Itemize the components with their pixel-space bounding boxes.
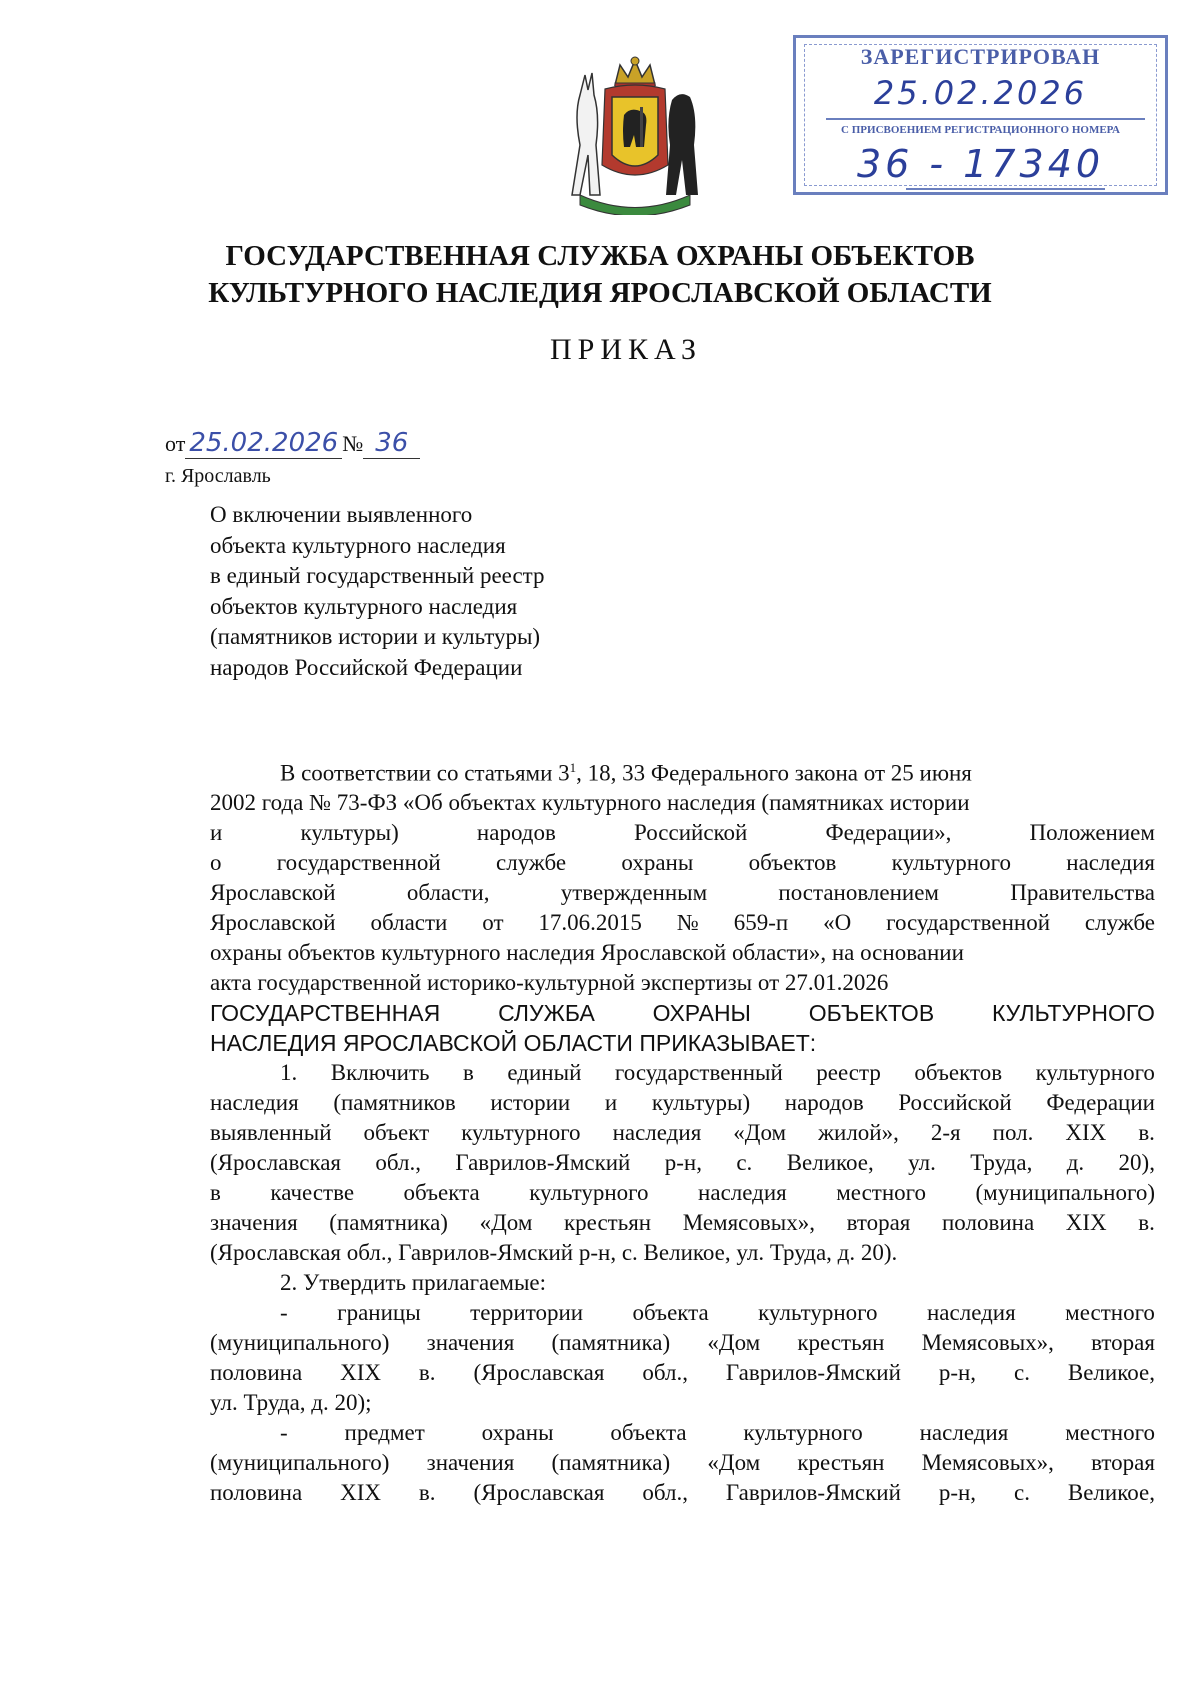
word: 17.06.2015	[538, 910, 642, 935]
word: (муниципального)	[210, 1330, 390, 1355]
word: «Дом	[707, 1450, 761, 1475]
word: культурного	[891, 850, 1011, 875]
word: качестве	[270, 1180, 355, 1205]
word: обл.,	[642, 1360, 688, 1385]
word: (памятника)	[329, 1210, 448, 1235]
word: культурного	[743, 1420, 863, 1445]
word: (муниципального)	[210, 1450, 390, 1475]
word: культуры)	[300, 820, 399, 845]
word: службе	[1084, 910, 1155, 935]
word: -	[280, 1300, 288, 1325]
word: (Ярославская	[210, 1150, 342, 1175]
word: (памятника)	[551, 1450, 671, 1475]
body-line	[280, 1300, 1155, 1326]
body-line-caps	[210, 1000, 1155, 1027]
word: КУЛЬТУРНОГО	[992, 1000, 1155, 1026]
word: XIX	[1065, 1120, 1107, 1145]
body-line	[210, 1150, 1155, 1176]
word: XIX	[1065, 1210, 1107, 1235]
city: г. Ярославль	[165, 465, 271, 487]
word: с.	[1013, 1480, 1030, 1505]
word: ул.	[908, 1150, 936, 1175]
word: половина	[210, 1360, 303, 1385]
word: «О	[823, 910, 852, 935]
subject-line: народов Российской Федерации	[210, 654, 523, 680]
word: (памятника)	[551, 1330, 671, 1355]
word: р-н,	[664, 1150, 702, 1175]
word: вторая	[1091, 1330, 1155, 1355]
word: с.	[736, 1150, 753, 1175]
word: народов	[476, 820, 556, 845]
word: охраны	[621, 850, 694, 875]
word: р-н,	[938, 1360, 977, 1385]
stamp-title: ЗАРЕГИСТРИРОВАН	[860, 44, 1101, 69]
word: в	[210, 1180, 221, 1205]
word: охраны	[481, 1420, 554, 1445]
word: обл.,	[375, 1150, 421, 1175]
word: наследия	[1066, 850, 1155, 875]
word: СЛУЖБА	[498, 1000, 595, 1026]
subject-line: О включении выявленного	[210, 502, 473, 527]
word: ОБЪЕКТОВ	[808, 1000, 935, 1026]
word: Мемясовых»,	[921, 1450, 1054, 1475]
word: Великое,	[786, 1150, 874, 1175]
word: вторая	[846, 1210, 911, 1235]
word: государственной	[886, 910, 1051, 935]
document-type-title: ПРИКАЗ	[550, 333, 702, 366]
subject-line: (памятников истории и культуры)	[210, 624, 541, 649]
body-line	[210, 1090, 1155, 1116]
body-line	[210, 1360, 1155, 1386]
word: значения	[426, 1450, 515, 1475]
word: местного	[1065, 1300, 1155, 1325]
word: №	[676, 910, 699, 935]
word: крестьян	[797, 1450, 885, 1475]
word: и	[210, 820, 223, 845]
word: 1.	[280, 1060, 298, 1085]
word: в	[463, 1060, 474, 1085]
word: ГОСУДАРСТВЕННАЯ	[210, 1000, 441, 1026]
word: «Дом	[479, 1210, 533, 1235]
body-line-caps: НАСЛЕДИЯ ЯРОСЛАВСКОЙ ОБЛАСТИ ПРИКАЗЫВАЕТ:	[210, 1030, 817, 1056]
word: местного	[836, 1180, 927, 1205]
word: жилой»,	[818, 1120, 899, 1145]
word: ОХРАНЫ	[652, 1000, 751, 1026]
stamp-number: 36 - 17340	[856, 142, 1105, 186]
word: истории	[490, 1090, 571, 1115]
stamp-divider	[826, 118, 1145, 120]
body-line	[280, 1420, 1155, 1446]
word: территории	[470, 1300, 584, 1325]
word: Гаврилов-Ямский	[725, 1480, 901, 1505]
word: от	[482, 910, 504, 935]
word: (муниципального)	[975, 1180, 1155, 1205]
body-line	[210, 1120, 1155, 1146]
word: культурного	[529, 1180, 649, 1205]
word: Ярославской	[210, 910, 336, 935]
body-line: В соответствии со статьями $3^1$, 18, 33 Федерального закона от 25 июня	[280, 760, 972, 786]
word: постановлением	[778, 880, 939, 905]
word: единый	[507, 1060, 582, 1085]
word: Гаврилов-Ямский	[455, 1150, 631, 1175]
word: местного	[1065, 1420, 1155, 1445]
word: Ярославской	[210, 880, 336, 905]
subject-line: объектов культурного наследия	[210, 593, 518, 619]
word: 2-я	[930, 1120, 961, 1145]
body-line: охраны объектов культурного наследия Ярославской области», на основании	[210, 940, 964, 965]
word: в.	[418, 1480, 436, 1505]
body-line	[210, 850, 1155, 876]
body-line	[210, 1450, 1155, 1476]
word: 659-п	[733, 910, 789, 935]
word: Положением	[1029, 820, 1155, 845]
word: наследия	[927, 1300, 1016, 1325]
word: обл.,	[642, 1480, 688, 1505]
organization-name-line2: КУЛЬТУРНОГО НАСЛЕДИЯ ЯРОСЛАВСКОЙ ОБЛАСТИ	[208, 277, 992, 309]
subject-line: в единый государственный реестр	[210, 563, 545, 588]
word: Великое,	[1067, 1480, 1155, 1505]
word: Мемясовых»,	[682, 1210, 815, 1235]
word: XIX	[340, 1480, 381, 1505]
word: утвержденным	[560, 880, 708, 905]
word: вторая	[1091, 1450, 1155, 1475]
word: области	[370, 910, 448, 935]
body-line: 2002 года № 73-ФЗ «Об объектах культурного наследия (памятниках истории	[210, 790, 970, 815]
order-subject	[210, 500, 545, 683]
body-line: акта государственной историко-культурной экспертизы от 27.01.2026	[210, 970, 889, 995]
word: крестьян	[563, 1210, 652, 1235]
word: объекта	[632, 1300, 709, 1325]
word: и	[604, 1090, 618, 1115]
word: государственной	[276, 850, 441, 875]
stamp-date: 25.02.2026	[873, 74, 1088, 112]
word: значения	[426, 1330, 515, 1355]
word: Федерации»,	[825, 820, 952, 845]
word: наследия	[698, 1180, 787, 1205]
word: Правительства	[1010, 880, 1155, 905]
word: выявленный	[210, 1120, 332, 1145]
coat-of-arms-icon	[560, 55, 710, 215]
word: службе	[496, 850, 567, 875]
word: «Дом	[733, 1120, 787, 1145]
word: культурного	[758, 1300, 878, 1325]
word: объектов	[914, 1060, 1003, 1085]
word: Мемясовых»,	[921, 1330, 1054, 1355]
order-date-number-line	[165, 428, 420, 459]
word: Федерации	[1046, 1090, 1155, 1115]
word: Российской	[634, 820, 748, 845]
word: в.	[1138, 1210, 1155, 1235]
body-line	[210, 880, 1155, 906]
word: «Дом	[707, 1330, 761, 1355]
word: половина	[210, 1480, 303, 1505]
word: Включить	[330, 1060, 430, 1085]
word: объектов	[748, 850, 837, 875]
word: границы	[337, 1300, 421, 1325]
word: реестр	[816, 1060, 881, 1085]
word: 20),	[1118, 1150, 1155, 1175]
word: пол.	[992, 1120, 1034, 1145]
word: народов	[784, 1090, 864, 1115]
word: области,	[406, 880, 490, 905]
word: (Ярославская	[473, 1360, 605, 1385]
order-date: 25.02.2026	[185, 428, 342, 459]
body-line	[210, 910, 1155, 936]
word: объекта	[610, 1420, 687, 1445]
stamp-divider	[906, 188, 1105, 190]
word: (Ярославская	[473, 1480, 605, 1505]
word: крестьян	[797, 1330, 885, 1355]
word: Российской	[898, 1090, 1012, 1115]
word: Труда,	[970, 1150, 1033, 1175]
organization-name-line1: ГОСУДАРСТВЕННАЯ СЛУЖБА ОХРАНЫ ОБЪЕКТОВ	[225, 240, 975, 272]
word: наследия	[612, 1120, 702, 1145]
body-line	[210, 820, 1155, 846]
body-line	[210, 1330, 1155, 1356]
word: д.	[1066, 1150, 1085, 1175]
word: культуры)	[651, 1090, 751, 1115]
body-line: 2. Утвердить прилагаемые:	[280, 1270, 547, 1295]
body-line	[280, 1060, 1155, 1086]
word: объекта	[403, 1180, 480, 1205]
body-line: (Ярославская обл., Гаврилов-Ямский р-н, с. Великое, ул. Труда, д. 20).	[210, 1240, 898, 1265]
word: в.	[418, 1360, 436, 1385]
word: Великое,	[1067, 1360, 1155, 1385]
word: Гаврилов-Ямский	[725, 1360, 901, 1385]
subject-line: объекта культурного наследия	[210, 532, 506, 558]
date-prefix: от	[165, 431, 186, 456]
registration-stamp	[793, 35, 1168, 195]
word: культурного	[461, 1120, 581, 1145]
word: наследия	[919, 1420, 1009, 1445]
order-number: 36	[363, 428, 420, 459]
word: XIX	[340, 1360, 381, 1385]
word: -	[280, 1420, 288, 1445]
word: (памятников	[333, 1090, 456, 1115]
word: р-н,	[938, 1480, 977, 1505]
word: половина	[942, 1210, 1035, 1235]
word: о	[210, 850, 222, 875]
word: с.	[1013, 1360, 1030, 1385]
word: наследия	[210, 1090, 299, 1115]
body-line	[210, 1180, 1155, 1206]
word: значения	[210, 1210, 298, 1235]
word: объект	[363, 1120, 430, 1145]
word: в.	[1138, 1120, 1155, 1145]
word: государственный	[614, 1060, 783, 1085]
word: предмет	[344, 1420, 425, 1445]
body-line	[210, 1480, 1155, 1506]
word: культурного	[1035, 1060, 1155, 1085]
stamp-subtitle: С ПРИСВОЕНИЕМ РЕГИСТРАЦИОННОГО НОМЕРА	[841, 124, 1120, 136]
number-prefix: №	[342, 431, 364, 456]
body-line	[210, 1210, 1155, 1236]
body-line: ул. Труда, д. 20);	[210, 1390, 372, 1415]
